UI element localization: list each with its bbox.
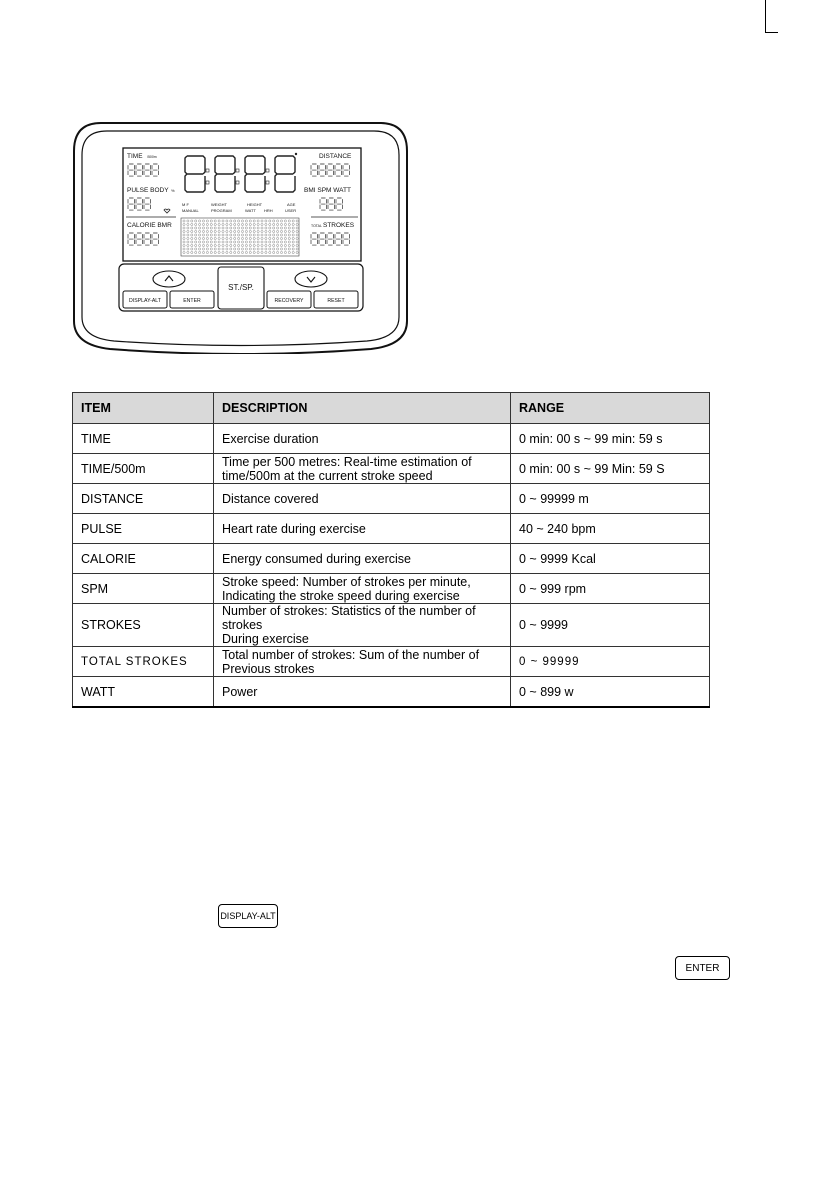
reset-button-label: RESET [327,298,345,304]
lcd-age-label: AGE [287,202,296,207]
cell-item: DISTANCE [73,484,214,514]
cell-description [214,574,511,604]
cell-item: WATT [73,677,214,708]
lcd-pulse-pct-label: % [171,188,175,193]
reset-button[interactable] [314,291,358,308]
display-alt-key: DISPLAY-ALT [218,904,278,928]
header-range: RANGE [511,393,710,424]
lcd-mf-label: M F [182,202,189,207]
cell-item: TOTAL STROKES [73,647,214,677]
description-line-2: Indicating the stroke speed during exercise [222,588,460,603]
cell-range: 0 ~ 99999 [511,647,710,677]
down-button[interactable] [295,271,327,287]
lcd-strokes-label: STROKES [323,222,355,229]
cell-description [214,454,511,484]
cell-item: STROKES [73,604,214,647]
up-button[interactable] [153,271,185,287]
cell-description [214,677,511,708]
specification-table [72,392,710,708]
description-line-2: time/500m at the current stroke speed [222,468,433,483]
description-line-2: Previous strokes [222,661,315,676]
display-alt-button-label: DISPLAY-ALT [129,298,161,304]
description-line-1: Heart rate during exercise [222,521,366,536]
display-alt-button[interactable] [123,291,167,308]
lcd-weight-label: WEIGHT [211,202,227,207]
table-body [73,424,710,708]
cell-item: CALORIE [73,544,214,574]
cell-range: 0 ~ 9999 [511,604,710,647]
crop-mark [765,0,778,33]
cell-range: 0 min: 00 s ~ 99 min: 59 s [511,424,710,454]
lcd-total-label: TOTAL [311,224,322,228]
table-row [73,604,710,647]
table-row [73,454,710,484]
cell-range: 0 min: 00 s ~ 99 Min: 59 S [511,454,710,484]
cell-item: PULSE [73,514,214,544]
table-row [73,677,710,708]
cell-description [214,424,511,454]
lcd-manual-label: MANUAL [182,208,199,213]
lcd-distance-label: DISTANCE [319,153,352,160]
recovery-button[interactable] [267,291,311,308]
cell-description [214,544,511,574]
cell-range: 0 ~ 899 w [511,677,710,708]
lcd-pulse-body-label: PULSE BODY [127,187,169,194]
cell-range: 0 ~ 999 rpm [511,574,710,604]
table-row [73,544,710,574]
table-header-row [73,393,710,424]
table-row [73,574,710,604]
table-row [73,647,710,677]
cell-item: SPM [73,574,214,604]
lcd-user-label: USER [285,208,297,213]
cell-description [214,604,511,647]
enter-key: ENTER [675,956,730,980]
lcd-height-label: HEIGHT [247,202,263,207]
recovery-button-label: RECOVERY [274,298,304,304]
description-line-1: Exercise duration [222,431,319,446]
table-row [73,514,710,544]
cell-range: 0 ~ 9999 Kcal [511,544,710,574]
cell-range: 0 ~ 99999 m [511,484,710,514]
description-line-1: Stroke speed: Number of strokes per minute, [222,574,471,589]
lcd-bmi-spm-watt-label: BMI SPM WATT [304,187,351,194]
enter-button-label: ENTER [183,298,201,304]
table-row [73,484,710,514]
lcd-program-label: PROGRAM [211,208,232,213]
description-line-1: Power [222,684,258,699]
description-line-1: Energy consumed during exercise [222,551,411,566]
description-line-2: During exercise [222,632,309,646]
table-row [73,424,710,454]
cell-description [214,514,511,544]
header-item: ITEM [73,393,214,424]
header-description: DESCRIPTION [214,393,511,424]
cell-item: TIME/500m [73,454,214,484]
lcd-watt-small-label: WATT [245,208,256,213]
description-line-1: Total number of strokes: Sum of the number of [222,647,480,662]
cell-item: TIME [73,424,214,454]
lcd-time-label: TIME [127,153,143,160]
lcd-time-sub-label: /500m [147,155,157,159]
enter-button[interactable] [170,291,214,308]
start-stop-button[interactable] [218,267,264,309]
cell-range: 40 ~ 240 bpm [511,514,710,544]
console-illustration [71,121,410,354]
description-line-1: Distance covered [222,491,319,506]
cell-description [214,484,511,514]
description-line-1: Number of strokes: Statistics of the number of strokes [222,604,476,632]
lcd-hrh-label: HRH [264,208,273,213]
cell-description [214,647,511,677]
start-stop-button-label: ST./SP. [228,283,254,292]
lcd-calorie-bmr-label: CALORIE BMR [127,222,172,229]
description-line-1: Time per 500 metres: Real-time estimation of [222,454,472,469]
